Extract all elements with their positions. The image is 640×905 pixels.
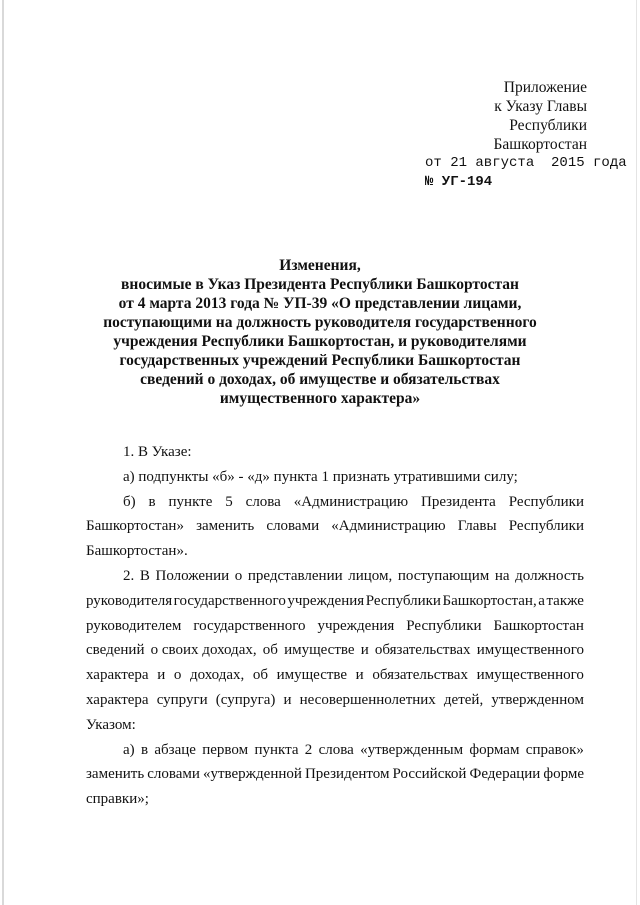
word: «утвержденной (202, 766, 302, 783)
word: о (173, 667, 182, 684)
word: Положении (155, 567, 230, 584)
word: несовершеннолетних (299, 691, 436, 708)
word: а (538, 592, 545, 609)
paragraph-5-line-1 (86, 738, 584, 763)
appendix-date: от 21 августа 2015 года (425, 155, 627, 171)
word: руководителем (86, 617, 182, 634)
appendix-number: № УГ-194 (425, 174, 493, 190)
word: Башкортостан» (86, 518, 184, 535)
word: Главы (457, 518, 497, 535)
document-body (86, 440, 584, 812)
word: об (262, 642, 278, 659)
title-line: Изменения, (279, 257, 361, 274)
word: также (546, 592, 584, 609)
paragraph-5-line-2 (86, 762, 584, 787)
word: характера (86, 667, 149, 684)
paragraph-4-line-3 (86, 614, 584, 639)
word: 2 (304, 741, 313, 758)
appendix-line-1: Приложение (503, 79, 587, 96)
word: и (360, 642, 369, 659)
paragraph-4-line-7: Указом: (86, 716, 136, 733)
paragraph-3-line-1 (86, 490, 584, 515)
word: абзаце (154, 741, 196, 758)
word: Башкортостан (493, 617, 584, 634)
paragraph-4-line-5 (86, 663, 584, 688)
word: форме (543, 766, 584, 783)
word: обязательствах (372, 667, 468, 684)
word: «Администрацию (293, 493, 409, 510)
title-line: поступающими на должность руководителя государственного (103, 314, 537, 331)
word: руководителя (86, 592, 173, 609)
word: и (355, 667, 364, 684)
word: Президентом (304, 766, 390, 783)
paragraph-4-line-4 (86, 638, 584, 663)
word: об (252, 667, 268, 684)
word: имуществе (276, 667, 348, 684)
word: (супруга) (215, 691, 276, 708)
paragraph-4-line-1 (86, 564, 584, 589)
word: Республики (406, 617, 482, 634)
word: обязательствах (374, 642, 471, 659)
word: Башкортостан, (442, 592, 537, 609)
word: в (140, 741, 149, 758)
word: государственного (193, 617, 306, 634)
word: Президента (420, 493, 496, 510)
word: Республики (508, 518, 584, 535)
word: словами (266, 518, 320, 535)
word: учреждения (287, 592, 365, 609)
word: Республики (508, 493, 584, 510)
word: детей, (443, 691, 484, 708)
paragraph-1: 1. В Указе: (123, 444, 192, 460)
word: имуществе (284, 642, 355, 659)
word: Республики (365, 592, 441, 609)
appendix-line-3: Республики Башкортостан (493, 117, 587, 153)
word: утвержденном (491, 691, 584, 708)
word: первом (202, 741, 249, 758)
word: о своих доходах, (150, 642, 257, 659)
word: Российской (392, 766, 467, 783)
word: пункта (254, 741, 299, 758)
word: 5 (225, 493, 233, 510)
word: слова (318, 741, 354, 758)
appendix-block (425, 78, 627, 192)
paragraph-4-line-2 (86, 589, 584, 614)
appendix-line-2: к Указу Главы (494, 98, 587, 115)
paragraph-4-line-6 (86, 688, 584, 713)
title-line: имущественного характера» (219, 390, 421, 407)
word: доходах, (189, 667, 245, 684)
word: характера (86, 691, 149, 708)
word: должность (515, 567, 584, 584)
word: справок» (525, 741, 584, 758)
word: имущественного (476, 642, 584, 659)
word: пункте (168, 493, 213, 510)
title-line: сведений о доходах, об имуществе и обязательствах (140, 371, 500, 388)
title-line: учреждения Республики Башкортостан, и руководителями (113, 333, 527, 350)
paragraph-3-line-2 (86, 514, 584, 539)
paragraph-2: а) подпункты «б» - «д» пункта 1 признать утратившими силу; (123, 468, 518, 485)
word: формам (469, 741, 520, 758)
word: лицом, (348, 567, 393, 584)
word: представлении (247, 567, 343, 584)
word: на (494, 567, 510, 584)
scan-edge-left (2, 0, 4, 905)
word: Федерации (469, 766, 541, 783)
word: слова (245, 493, 281, 510)
word: 2. (123, 567, 135, 584)
scan-edge-right (636, 0, 637, 905)
word: заменить (86, 766, 145, 783)
word: а) (123, 741, 135, 758)
title-line: государственных учреждений Республики Башкортостан (119, 352, 521, 369)
word: В (139, 567, 150, 584)
word: и (157, 667, 166, 684)
word: словами (147, 766, 200, 783)
word: и (283, 691, 292, 708)
word: государственного (173, 592, 286, 609)
word: б) (123, 493, 136, 510)
word: о (234, 567, 243, 584)
paragraph-3-line-3: Башкортостан». (86, 543, 188, 560)
title-line: от 4 марта 2013 года № УП-39 «О представлении лицами, (118, 295, 522, 312)
word: учреждения (317, 617, 395, 634)
word: поступающим (397, 567, 490, 584)
title-line: вносимые в Указ Президента Республики Башкортостан (121, 276, 519, 293)
word: сведений (86, 642, 145, 659)
document-title (100, 256, 540, 408)
word: супруги (156, 691, 208, 708)
paragraph-5-line-3: справки»; (86, 791, 149, 808)
word: заменить (196, 518, 255, 535)
word: «Администрацию (331, 518, 446, 535)
word: «утвержденным (360, 741, 464, 758)
word: в (148, 493, 156, 510)
word: имущественного (476, 667, 584, 684)
